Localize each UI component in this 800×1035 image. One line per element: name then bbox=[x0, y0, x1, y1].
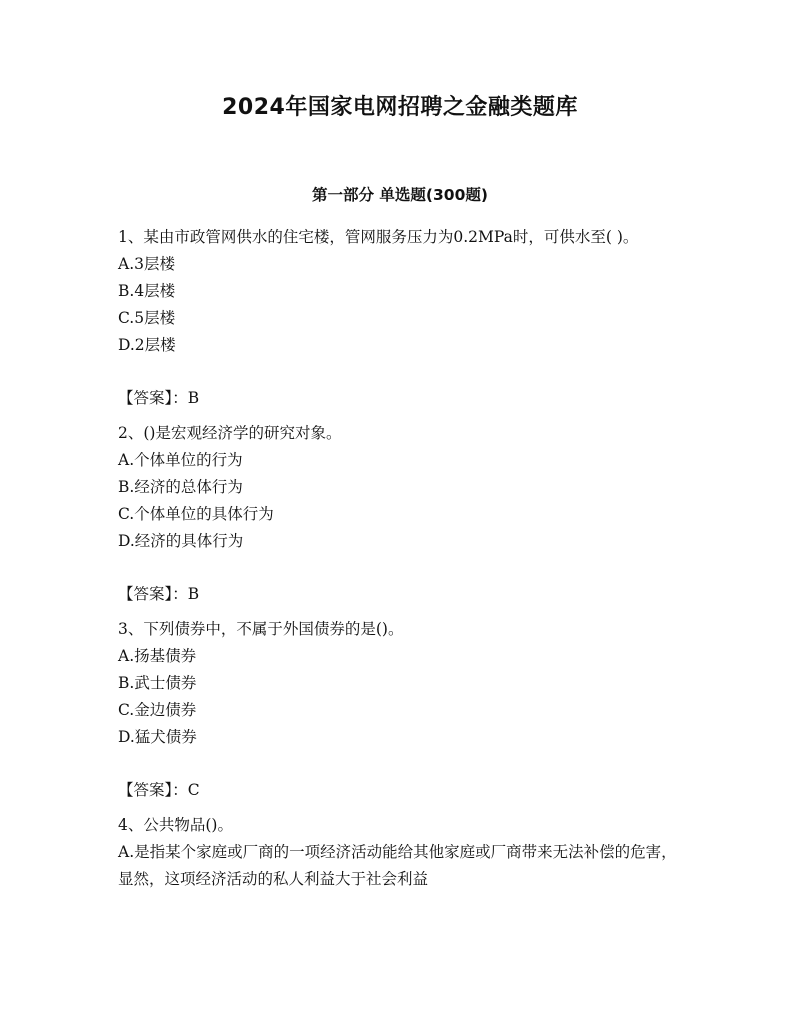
document-title: 2024年国家电网招聘之金融类题库 bbox=[222, 95, 578, 120]
option-a: A.个体单位的行为 bbox=[118, 451, 243, 469]
question-list bbox=[118, 224, 678, 893]
option-c: C.个体单位的具体行为 bbox=[118, 505, 274, 523]
section-title: 第一部分 单选题(300题) bbox=[312, 186, 488, 204]
option-d: D.猛犬债券 bbox=[118, 728, 197, 746]
option-d: D.2层楼 bbox=[118, 336, 176, 354]
question-4 bbox=[118, 812, 678, 893]
option-d: D.经济的具体行为 bbox=[118, 532, 244, 550]
option-a: A.3层楼 bbox=[118, 255, 175, 273]
answer-label: 【答案】： bbox=[118, 389, 188, 407]
answer-value: C bbox=[187, 781, 200, 799]
option-c: C.5层楼 bbox=[118, 309, 176, 327]
option-c: C.金边债券 bbox=[118, 701, 197, 719]
option-a: A.是指某个家庭或厂商的一项经济活动能给其他家庭或厂商带来无法补偿的危害，显然，这项经济活动的私人利益大于社会利益 bbox=[118, 843, 677, 888]
question-1 bbox=[118, 224, 678, 412]
answer-label: 【答案】： bbox=[118, 781, 188, 799]
answer-label: 【答案】： bbox=[118, 585, 188, 603]
answer-value: B bbox=[187, 585, 200, 603]
option-a: A.扬基债券 bbox=[118, 647, 197, 665]
option-b: B.武士债券 bbox=[118, 674, 197, 692]
question-text: 1、某由市政管网供水的住宅楼，管网服务压力为0.2MPa时，可供水至( )。 bbox=[118, 228, 639, 246]
answer-value: B bbox=[187, 389, 200, 407]
answer-line bbox=[118, 777, 678, 804]
option-b: B.4层楼 bbox=[118, 282, 176, 300]
option-b: B.经济的总体行为 bbox=[118, 478, 243, 496]
question-2 bbox=[118, 420, 678, 608]
question-text: 3、下列债券中，不属于外国债券的是()。 bbox=[118, 620, 404, 638]
question-3 bbox=[118, 616, 678, 804]
answer-line bbox=[118, 385, 678, 412]
question-text: 4、公共物品()。 bbox=[118, 816, 233, 834]
question-text: 2、()是宏观经济学的研究对象。 bbox=[118, 424, 342, 442]
answer-line bbox=[118, 581, 678, 608]
